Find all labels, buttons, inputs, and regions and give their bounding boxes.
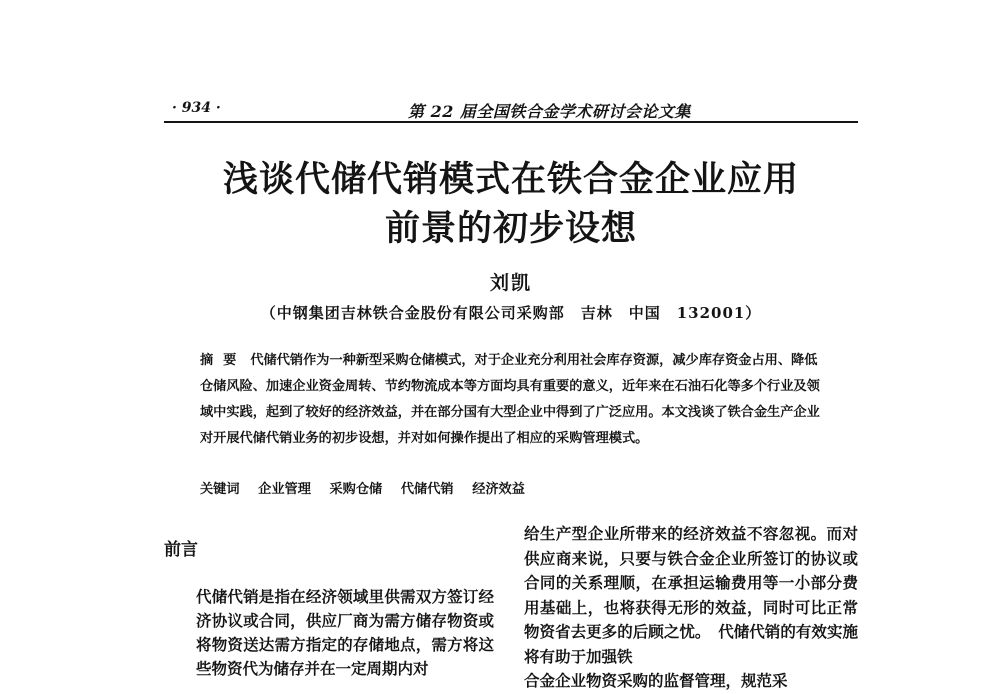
keywords-label: 关键词 [200,482,240,497]
paper-title-line-2: 前景的初步设想 [384,209,637,249]
body-cut-line: 合金企业物资采购的监督管理，规范采 [524,671,788,690]
body-paragraph: 代储代销是指在经济领域里供需双方签订经济协议或合同，供应厂商为需方储存物资或将物资送达需方指定的存储地点，需方将这些物资代为储存并在一定周期内对 [196,587,494,678]
abstract-text: 代储代销作为一种新型采购仓储模式，对于企业充分利用社会库存资源，减少库存资金占用、降低仓储风险、加速企业资金周转、节约物流成本等方面均具有重要的意义，近年来在石油石化等多个行业及领域中实践，起到了较好的经济效益，并在部分国有大型企业中得到了广泛应用。本文浅谈了铁合金生产企业对开展代储代销业务的初步设想，并对如何操作提出了相应的采购管理模式。 [200,353,820,446]
body-column-left [164,585,494,681]
running-header: 第 22 届全国铁合金学术研讨会论文集 [408,102,691,121]
abstract [200,348,828,452]
page-number: · 934 · [172,100,221,116]
keyword-item: 采购仓储 [329,482,383,497]
body-column-right [524,522,858,694]
author-affiliation: （中钢集团吉林铁合金股份有限公司采购部 吉林 中国 132001） [260,304,762,322]
keyword-item: 代储代销 [400,482,454,497]
keyword-item: 经济效益 [472,482,525,497]
abstract-label: 摘要 [200,353,247,368]
body-paragraph: 给生产型企业所带来的经济效益不容忽视。而对供应商来说，只要与铁合金企业所签订的协议或合同的关系理顺，在承担运输费用等一小部分费用基础上，也将获得无形的效益，同时可比正常物资省去更多的后顾之忧。 代储代销的有效实施将有助于加强铁 [524,524,858,666]
keywords [200,478,828,497]
author-name: 刘凯 [489,272,532,294]
keyword-item: 企业管理 [258,482,311,497]
section-heading: 前言 [164,540,198,560]
header-rule [164,121,858,123]
paper-title-line-1: 浅谈代储代销模式在铁合金企业应用 [222,160,799,200]
